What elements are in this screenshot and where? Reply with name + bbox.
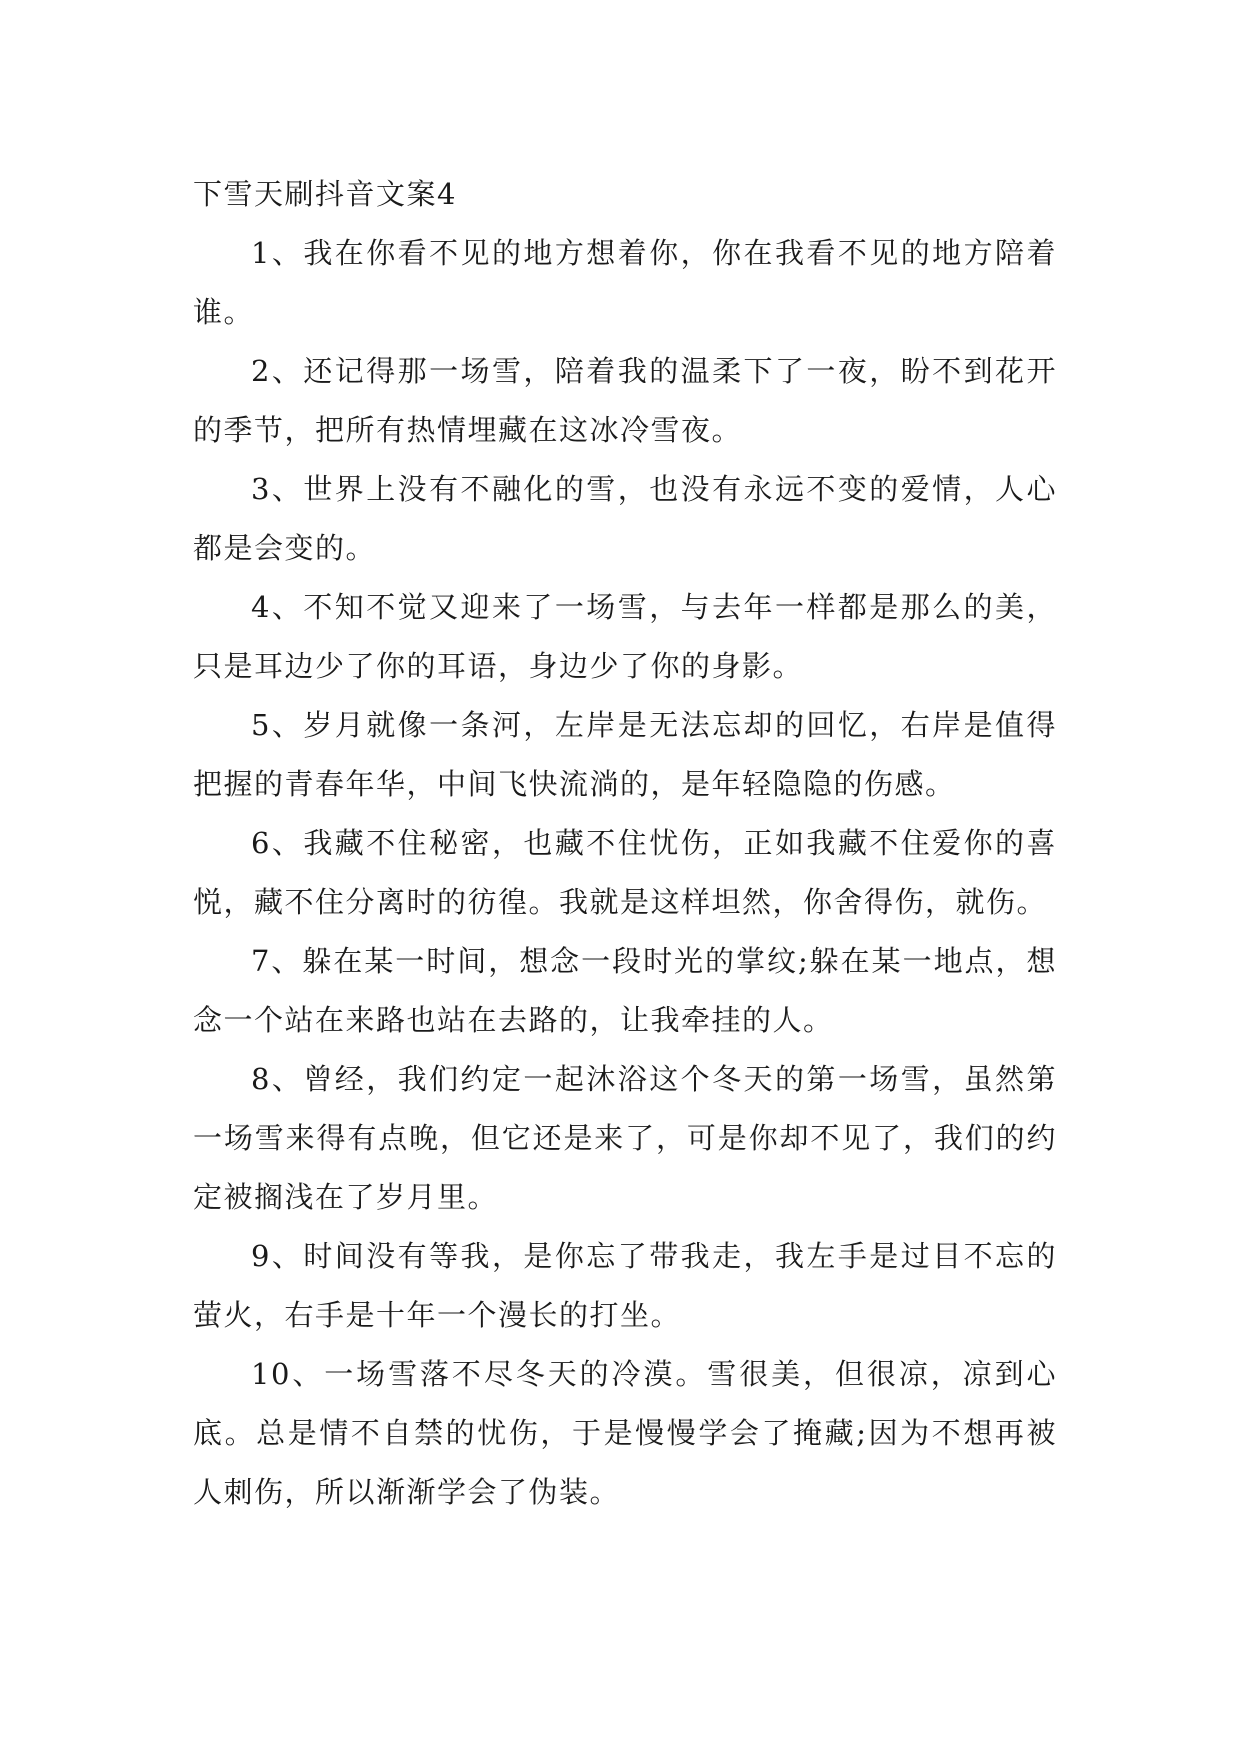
paragraph-4: 4、不知不觉又迎来了一场雪，与去年一样都是那么的美，只是耳边少了你的耳语，身边少了你的身影。	[193, 590, 1057, 683]
paragraph-7: 7、躲在某一时间，想念一段时光的掌纹;躲在某一地点，想念一个站在来路也站在去路的，让我牵挂的人。	[193, 944, 1057, 1037]
paragraph-1: 1、我在你看不见的地方想着你，你在我看不见的地方陪着谁。	[193, 236, 1057, 329]
document-body	[193, 165, 1057, 1522]
paragraph-5: 5、岁月就像一条河，左岸是无法忘却的回忆，右岸是值得把握的青春年华，中间飞快流淌的，是年轻隐隐的伤感。	[193, 708, 1057, 801]
paragraph-2: 2、还记得那一场雪，陪着我的温柔下了一夜，盼不到花开的季节，把所有热情埋藏在这冰冷雪夜。	[193, 354, 1057, 447]
paragraph-9: 9、时间没有等我，是你忘了带我走，我左手是过目不忘的萤火，右手是十年一个漫长的打坐。	[193, 1239, 1057, 1332]
paragraph-8: 8、曾经，我们约定一起沐浴这个冬天的第一场雪，虽然第一场雪来得有点晚，但它还是来了，可是你却不见了，我们的约定被搁浅在了岁月里。	[193, 1062, 1057, 1214]
document-title: 下雪天刷抖音文案4	[193, 177, 457, 211]
paragraph-10: 10、一场雪落不尽冬天的冷漠。雪很美，但很凉，凉到心底。总是情不自禁的忧伤，于是慢慢学会了掩藏;因为不想再被人刺伤，所以渐渐学会了伪装。	[193, 1357, 1057, 1509]
paragraph-3: 3、世界上没有不融化的雪，也没有永远不变的爱情，人心都是会变的。	[193, 472, 1057, 565]
paragraph-6: 6、我藏不住秘密，也藏不住忧伤，正如我藏不住爱你的喜悦，藏不住分离时的彷徨。我就是这样坦然，你舍得伤，就伤。	[193, 826, 1057, 919]
